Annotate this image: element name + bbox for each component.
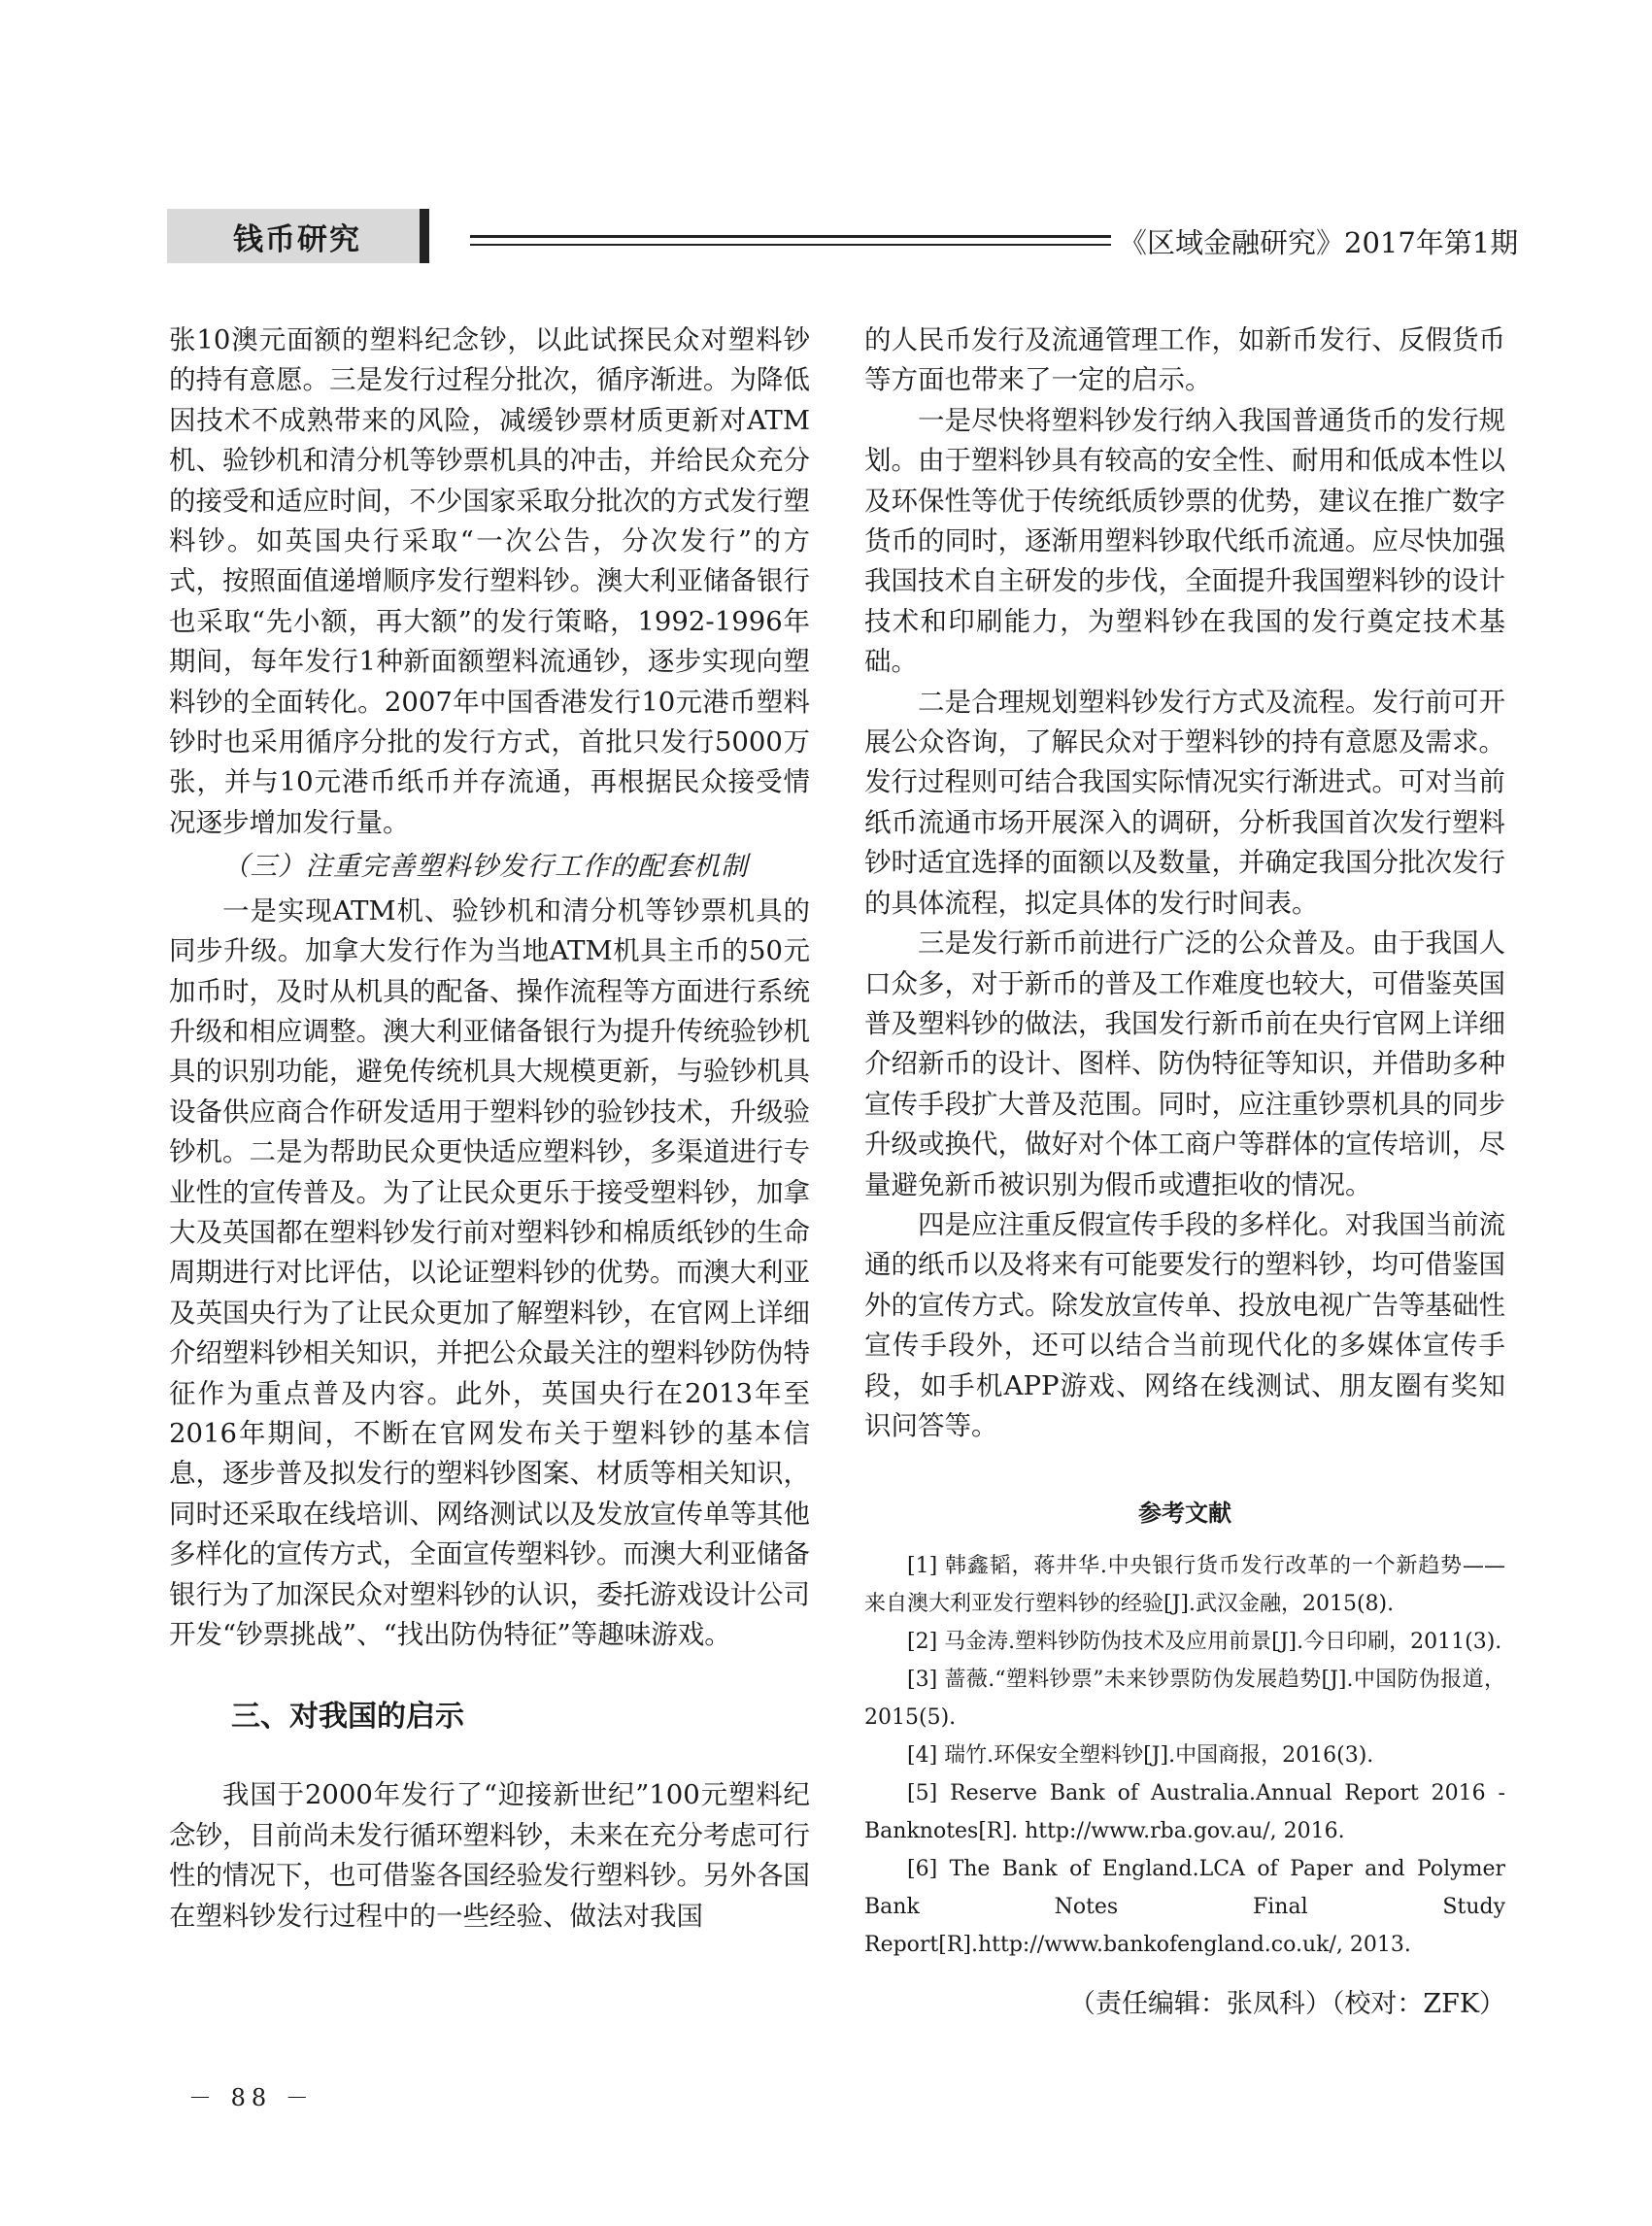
references-list [864, 1547, 1505, 1964]
references-title: 参考文献 [1138, 1500, 1231, 1528]
reference-item: [1] 韩鑫韬，蒋井华.中央银行货币发行改革的一个新趋势——来自澳大利亚发行塑料钞的经验[J].武汉金融，2015(8). [864, 1554, 1505, 1617]
paragraph: 一是实现ATM机、验钞机和清分机等钞票机具的同步升级。加拿大发行作为当地ATM机具主币的50元加币时，及时从机具的配备、操作流程等方面进行系统升级和相应调整。澳大利亚储备银行为提升传统验钞机具的识别功能，避免传统机具大规模更新，与验钞机具设备供应商合作研发适用于塑料钞的验钞技术，升级验钞机。二是为帮助民众更快适应塑料钞，多渠道进行专业性的宣传普及。为了让民众更乐于接受塑料钞，加拿大及英国都在塑料钞发行前对塑料钞和棉质纸钞的生命周期进行对比评估，以论证塑料钞的优势。而澳大利亚及英国央行为了让民众更加了解塑料钞，在官网上详细介绍塑料钞相关知识，并把公众最关注的塑料钞防伪特征作为重点普及内容。此外，英国央行在2013年至2016年期间，不断在官网发布关于塑料钞的基本信息，逐步普及拟发行的塑料钞图案、材质等相关知识，同时还采取在线培训、网络测试以及发放宣传单等其他多样化的宣传方式，全面宣传塑料钞。而澳大利亚储备银行为了加深民众对塑料钞的认识，委托游戏设计公司开发“钞票挑战”、“找出防伪特征”等趣味游戏。 [169, 894, 810, 1650]
paragraph: 的人民币发行及流通管理工作，如新币发行、反假货币等方面也带来了一定的启示。 [864, 324, 1505, 396]
journal-title: 《区域金融研究》2017年第1期 [1119, 226, 1519, 259]
paragraph: 我国于2000年发行了“迎接新世纪”100元塑料纪念钞，目前尚未发行循环塑料钞，未来在充分考虑可行性的情况下，也可借鉴各国经验发行塑料钞。另外各国在塑料钞发行过程中的一些经验、做法对我国 [169, 1779, 810, 1932]
subsection-heading: （三）注重完善塑料钞发行工作的配套机制 [222, 851, 749, 883]
header-rule [470, 235, 1111, 246]
reference-item: [3] 蔷薇.“塑料钞票”未来钞票防伪发展趋势[J].中国防伪报道，2015(5). [864, 1668, 1505, 1731]
section-tab [167, 209, 429, 263]
reference-item: [6] The Bank of England.LCA of Paper and Polymer Bank Notes Final Study Report[R].http://www.bankofengland.co.uk/, 2013. [864, 1857, 1505, 1958]
reference-item: [5] Reserve Bank of Australia.Annual Report 2016 - Banknotes[R]. http://www.rba.gov.au/, 2016. [864, 1781, 1505, 1844]
paragraph: 四是应注重反假宣传手段的多样化。对我国当前流通的纸币以及将来有可能要发行的塑料钞，均可借鉴国外的宣传方式。除发放宣传单、投放电视广告等基础性宣传手段外，还可以结合当前现代化的多媒体宣传手段，如手机APP游戏、网络在线测试、朋友圈有奖知识问答等。 [864, 1208, 1505, 1441]
section-label: 钱币研究 [233, 221, 361, 257]
reference-item: [4] 瑞竹.环保安全塑料钞[J].中国商报，2016(3). [907, 1743, 1374, 1769]
reference-item: [2] 马金涛.塑料钞防伪技术及应用前景[J].今日印刷，2011(3). [907, 1630, 1502, 1655]
left-column [169, 320, 810, 1937]
right-column [864, 320, 1505, 2024]
paragraph: 二是合理规划塑料钞发行方式及流程。发行前可开展公众咨询，了解民众对于塑料钞的持有意愿及需求。发行过程则可结合我国实际情况实行渐进式。可对当前纸币流通市场开展深入的调研，分析我国首次发行塑料钞时适宜选择的面额以及数量，并确定我国分批次发行的具体流程，拟定具体的发行时间表。 [864, 686, 1505, 919]
page-number: － 88 － [188, 2084, 315, 2111]
section-heading: 三、对我国的启示 [231, 1700, 464, 1735]
paragraph: 一是尽快将塑料钞发行纳入我国普通货币的发行规划。由于塑料钞具有较高的安全性、耐用和低成本性以及环保性等优于传统纸质钞票的优势，建议在推广数字货币的同时，逐渐用塑料钞取代纸币流通。应尽快加强我国技术自主研发的步伐，全面提升我国塑料钞的设计技术和印刷能力，为塑料钞在我国的发行奠定技术基础。 [864, 404, 1505, 678]
paragraph: 张10澳元面额的塑料纪念钞，以此试探民众对塑料钞的持有意愿。三是发行过程分批次，循序渐进。为降低因技术不成熟带来的风险，减缓钞票材质更新对ATM机、验钞机和清分机等钞票机具的冲击，并给民众充分的接受和适应时间，不少国家采取分批次的方式发行塑料钞。如英国央行采取“一次公告，分次发行”的方式，按照面值递增顺序发行塑料钞。澳大利亚储备银行也采取“先小额，再大额”的发行策略，1992-1996年期间，每年发行1种新面额塑料流通钞，逐步实现向塑料钞的全面转化。2007年中国香港发行10元港币塑料钞时也采用循序分批的发行方式，首批只发行5000万张，并与10元港币纸币并存流通，再根据民众接受情况逐步增加发行量。 [169, 324, 810, 838]
editor-note: （责任编辑：张凤科）（校对：ZFK） [1068, 1989, 1505, 2020]
paragraph: 三是发行新币前进行广泛的公众普及。由于我国人口众多，对于新币的普及工作难度也较大，可借鉴英国普及塑料钞的做法，我国发行新币前在央行官网上详细介绍新币的设计、图样、防伪特征等知识，并借助多种宣传手段扩大普及范围。同时，应注重钞票机具的同步升级或换代，做好对个体工商户等群体的宣传培训，尽量避免新币被识别为假币或遭拒收的情况。 [864, 928, 1505, 1200]
